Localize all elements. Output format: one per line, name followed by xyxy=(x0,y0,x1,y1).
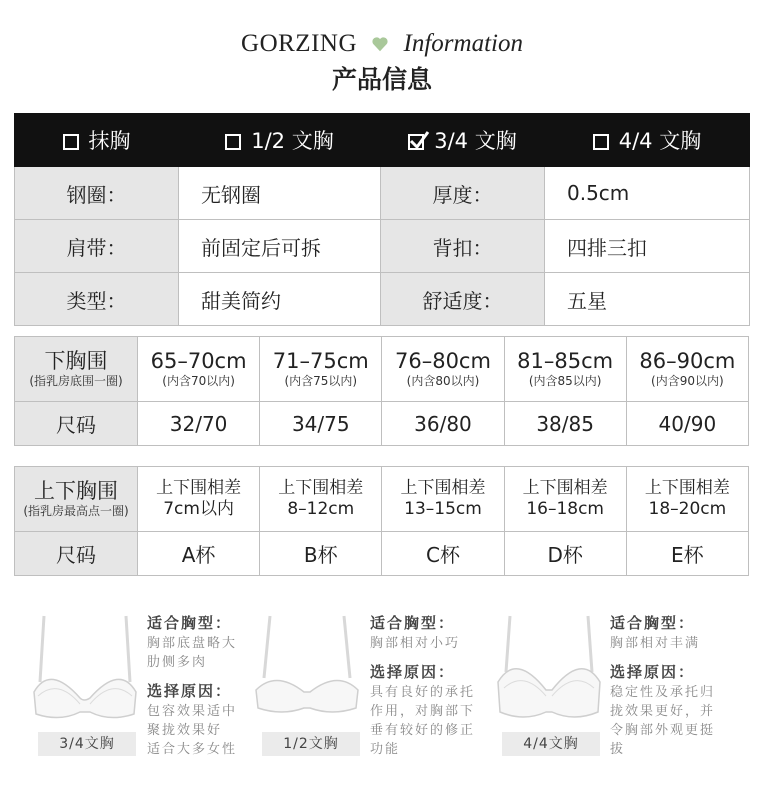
checkbox-icon xyxy=(225,134,241,150)
spec-row xyxy=(15,273,750,326)
cup-option: 1/2 文胸 xyxy=(179,114,381,167)
checked-checkbox-icon xyxy=(408,134,424,150)
style-caption: 4/4文胸 xyxy=(502,732,600,756)
size-row xyxy=(15,402,749,446)
spec-label: 肩带： xyxy=(15,220,179,273)
cup-option: 4/4 文胸 xyxy=(545,114,750,167)
spec-value: 五星 xyxy=(545,273,750,326)
spec-label: 类型： xyxy=(15,273,179,326)
spec-table xyxy=(14,113,750,326)
spec-row xyxy=(15,167,750,220)
cup-row xyxy=(15,532,749,576)
spec-value: 前固定后可拆 xyxy=(179,220,381,273)
underbust-size-table xyxy=(14,336,749,446)
underbust-row xyxy=(15,337,749,402)
row-label: 下胸围 xyxy=(44,349,108,373)
style-description: 适合胸型： 胸部底盘略大 肋侧多肉 选择原因： 包容效果适中 聚拢效果好 适合大多女性 xyxy=(147,614,238,757)
row-note: (指乳房最高点一圈) xyxy=(23,504,129,518)
brand-header xyxy=(0,30,764,58)
size-cell: 40/90 xyxy=(626,402,748,446)
underbust-cell: 81–85cm (内含85以内) xyxy=(504,337,626,402)
bust-diff-cell: 上下围相差 18–20cm xyxy=(626,467,748,532)
brand-info-text: Information xyxy=(403,30,523,57)
underbust-label-cell xyxy=(15,337,138,402)
spec-value: 0.5cm xyxy=(545,167,750,220)
bust-diff-label-cell xyxy=(15,467,138,532)
underbust-cell: 71–75cm (内含75以内) xyxy=(260,337,382,402)
spec-label: 舒适度： xyxy=(381,273,545,326)
size-cell: 38/85 xyxy=(504,402,626,446)
spec-label: 背扣： xyxy=(381,220,545,273)
spec-value: 甜美简约 xyxy=(179,273,381,326)
size-cell: 36/80 xyxy=(382,402,504,446)
spec-value: 四排三扣 xyxy=(545,220,750,273)
bust-diff-cell: 上下围相差 16–18cm xyxy=(504,467,626,532)
full-cup-bra-illustration xyxy=(494,612,604,722)
underbust-cell: 76–80cm (内含80以内) xyxy=(382,337,504,402)
bust-diff-row xyxy=(15,467,749,532)
three-quarter-bra-illustration xyxy=(30,612,140,722)
checkbox-icon xyxy=(593,134,609,150)
cup-cell: D杯 xyxy=(504,532,626,576)
bust-diff-cell: 上下围相差 13–15cm xyxy=(382,467,504,532)
style-caption: 3/4文胸 xyxy=(38,732,136,756)
cup-option-selected: 3/4 文胸 xyxy=(381,114,545,167)
size-cell: 32/70 xyxy=(138,402,260,446)
underbust-cell: 65–70cm (内含70以内) xyxy=(138,337,260,402)
cup-cell: C杯 xyxy=(382,532,504,576)
cup-size-table xyxy=(14,466,749,576)
size-label: 尺码 xyxy=(15,402,138,446)
cup-cell: B杯 xyxy=(260,532,382,576)
bust-diff-cell: 上下围相差 8–12cm xyxy=(260,467,382,532)
cup-option-row xyxy=(15,114,750,167)
page-title: 产品信息 xyxy=(331,65,432,94)
heart-icon xyxy=(371,32,389,50)
brand-logo: GORZING xyxy=(241,30,358,57)
spec-label: 钢圈： xyxy=(15,167,179,220)
style-caption: 1/2文胸 xyxy=(262,732,360,756)
half-cup-bra-illustration xyxy=(252,612,362,722)
size-cell: 34/75 xyxy=(260,402,382,446)
size-label: 尺码 xyxy=(15,532,138,576)
style-description: 适合胸型： 胸部相对小巧 选择原因： 具有良好的承托 作用，对胸部下 垂有较好的修正 功能 xyxy=(370,614,476,757)
spec-label: 厚度： xyxy=(381,167,545,220)
bust-diff-cell: 上下围相差 7cm以内 xyxy=(138,467,260,532)
spec-value: 无钢圈 xyxy=(179,167,381,220)
checkbox-icon xyxy=(63,134,79,150)
spec-row xyxy=(15,220,750,273)
style-description: 适合胸型： 胸部相对丰满 选择原因： 稳定性及承托归 拢效果更好，并 令胸部外观更挺 拔 xyxy=(610,614,716,757)
cup-cell: E杯 xyxy=(626,532,748,576)
cup-cell: A杯 xyxy=(138,532,260,576)
row-label: 上下胸围 xyxy=(34,479,118,503)
row-note: (指乳房底围一圈) xyxy=(29,374,123,388)
cup-option: 抹胸 xyxy=(15,114,179,167)
underbust-cell: 86–90cm (内含90以内) xyxy=(626,337,748,402)
